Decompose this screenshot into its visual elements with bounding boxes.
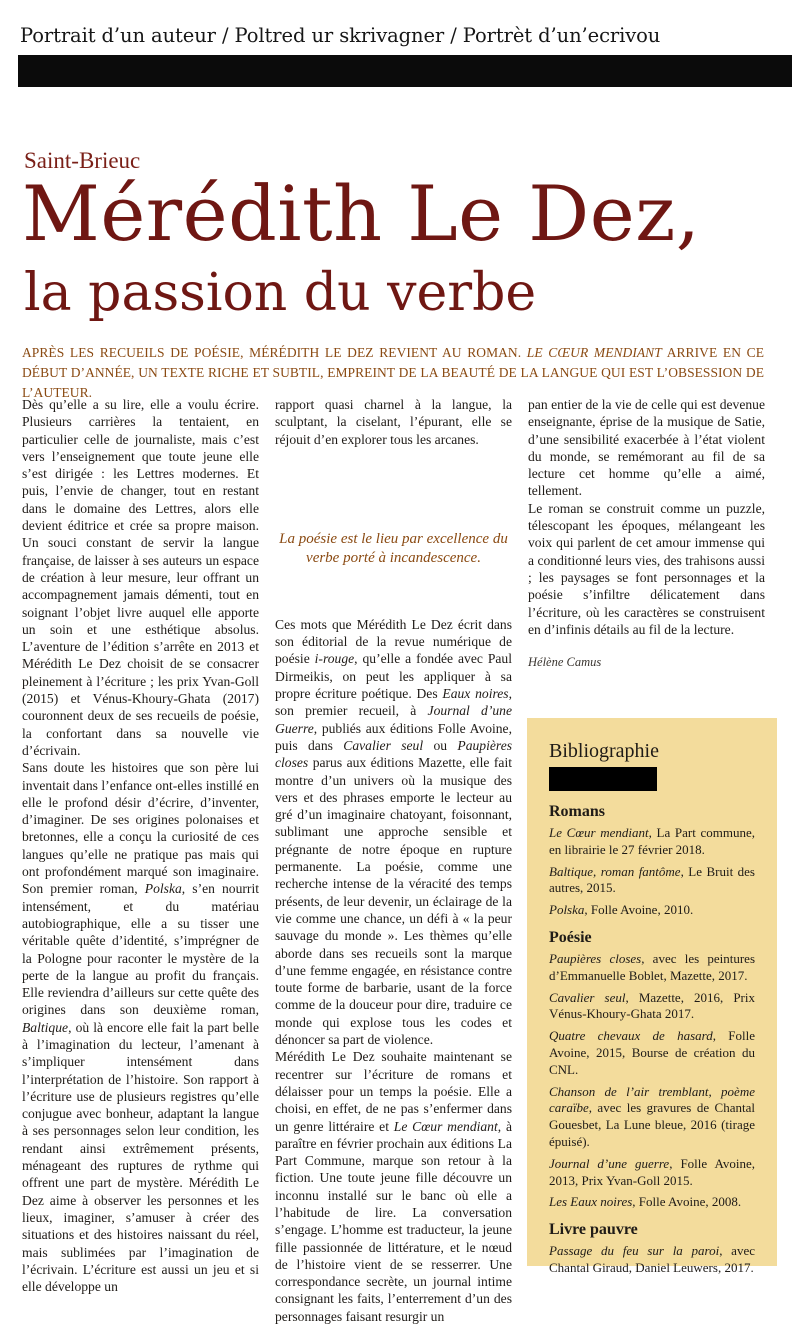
italic-title-run: Cavalier seul (343, 737, 424, 753)
text-run: , qu’elle a fondée avec Paul Dirmeikis, on peut les appliquer à sa propre écriture poétique. Des (275, 651, 512, 702)
bibliography-entry (549, 902, 755, 919)
article-title: Mérédith Le Dez, (22, 169, 701, 258)
paragraph (22, 396, 259, 759)
bibliography-section-heading: Livre pauvre (549, 1221, 638, 1239)
italic-title-run: Le Cœur mendiant (393, 1118, 498, 1134)
bibliography-entry (549, 864, 755, 898)
section-rubric: Portrait d’un auteur / Poltred ur skrivagner / Portrèt d’un’ecrivou (20, 24, 661, 47)
italic-title-run: Quatre chevaux de hasard (549, 1028, 713, 1044)
italic-title-run: Eaux noires (442, 686, 509, 702)
italic-title-run: Baltique (22, 1019, 69, 1035)
bibliography-entry (549, 951, 755, 985)
italic-title-run: Paupières closes (275, 737, 513, 771)
text-run: , Mazette, 2016, Prix Vénus-Khoury-Ghata 2017. (549, 989, 755, 1022)
lede-italic-title: LE CŒUR MENDIANT (526, 345, 662, 360)
text-run: , avec les gravures de Chantal Gouesbet, La Lune bleue, 2016 (tirage épuisé). (549, 1100, 755, 1149)
bibliography-entry (549, 1156, 755, 1190)
bibliography-entry (549, 1084, 755, 1151)
italic-title-run: i-rouge (314, 651, 355, 667)
text-run: Le roman se construit comme un puzzle, télescopant les époques, mélangeant les voix qui parlent de cet amour immense qui a conditionné leurs vies, des trahisons aussi ; les paysages se font personnages et la poésie s’infiltre délicatement dans l’écriture, où les caractères se construisent en d’infinis détails au fil de la lecture. (528, 500, 765, 637)
italic-title-run: Polska (144, 881, 182, 897)
article-column-3 (528, 396, 765, 686)
text-run: , publiés aux éditions Folle Avoine, puis dans (275, 720, 512, 753)
text-run: ou (423, 737, 458, 753)
text-run: , Folle Avoine, 2015, Bourse de création du CNL. (549, 1028, 755, 1077)
italic-title-run: Journal d’une Guerre (275, 703, 513, 736)
italic-title-run: Passage du feu sur la paroi (549, 1243, 720, 1259)
text-run: , son premier recueil, à (275, 686, 512, 719)
italic-title-run: Les Eaux noires (549, 1194, 633, 1210)
text-run: , avec Chantal Giraud, Daniel Leuwers, 2017. (549, 1243, 755, 1275)
paragraph (275, 1048, 512, 1325)
italic-title-run: Chanson de l’air tremblant, poème caraïbe (549, 1083, 755, 1116)
italic-title-run: Baltique, roman fantôme (549, 863, 681, 879)
italic-title-run: Paupières closes (549, 950, 642, 966)
paragraph (275, 396, 512, 448)
article-lede (22, 343, 764, 403)
lede-text: APRÈS LES RECUEILS DE POÉSIE, MÉRÉDITH LE DEZ REVIENT AU ROMAN. (22, 345, 527, 360)
column-2-body-text (275, 616, 512, 1325)
column-2-top-text (275, 396, 512, 448)
text-run: , Folle Avoine, 2010. (584, 902, 694, 918)
article-column-2 (275, 396, 513, 1324)
header-bar (18, 55, 792, 87)
text-run: , où là encore elle fait la part belle à l’imagination du lecteur, l’amenant à s’impliquer intensément dans l’interprétation de l’histoire. Son rapport à l’écriture use de plusieurs registres qu’elle conjugue avec bonheur, adaptant la langue à ses personnages selon leur condition, les rendant ainsi extrêmement présents, ménageant des ruptures de rythme qui offrent une part de mystère. Mérédith Le Dez aime à observer les personnes et les lieux, imaginer, s’amuser à créer des situations et des histoires naissant du réel, mais sublimées par l’imagination de l’écrivain. L’écriture est aussi un jeu et si elle développe un (22, 1019, 259, 1295)
text-run: pan entier de la vie de celle qui est devenue enseignante, éprise de la musique de Satie, d’une sensibilité exacerbée à l’état violent du monde, se remémorant au fil de sa lecture cet homme qu’elle a aimé, tellement. (528, 397, 765, 499)
article-column-1 (22, 396, 259, 1295)
text-run: , Folle Avoine, 2008. (632, 1194, 742, 1210)
lede-text: ARRIVE EN CE DÉBUT D’ANNÉE, UN TEXTE RICHE ET SUBTIL, EMPREINT DE LA BEAUTÉ DE LA LANGUE QUI EST L’OBSESSION DE L’AUTEUR. (22, 345, 764, 400)
text-run: , à paraître en février prochain aux éditions La Part Commune, marque son retour à la fiction. Une toute jeune fille découvre un inconnu installé sur le banc où elle a l’habitude de lire. La conversation s’engage. L’homme est traducteur, la jeune fille passionnée de littérature, et le nœud de l’histoire vient de se resserrer. Une correspondance secrète, un journal intime consignant les faits, l’enterrement d’un des personnages faisant resurgir un (275, 1118, 512, 1324)
paragraph (275, 616, 512, 1048)
bibliography-entry (549, 1194, 755, 1211)
paragraph (22, 759, 259, 1295)
paragraph (528, 500, 765, 638)
italic-title-run: Journal d’une guerre (549, 1155, 670, 1171)
text-run: Sans doute les histoires que son père lui inventait dans l’enfance ont-elles instillé en elle le profond désir d’écrire, d’inventer, d’imaginer. De ses origines polonaises et bretonnes, elle a conçu la curiosité de ces langues qu’elle ne pratique pas mais qui ont profondément marqué son imaginaire. Son premier roman, (22, 760, 259, 897)
text-run: Mérédith Le Dez souhaite maintenant se recentrer sur l’écriture de romans et délaisser pour un temps la poésie. Elle a choisi, en effet, de ne pas s’enfermer dans un genre littéraire et (275, 1049, 512, 1134)
paragraph (528, 396, 765, 500)
italic-title-run: Le Cœur mendiant (549, 825, 649, 840)
italic-title-run: Polska (549, 902, 585, 918)
text-run: , avec les peintures d’Emmanuelle Boblet, Mazette, 2017. (549, 950, 756, 983)
column-3-body-text (528, 396, 765, 638)
text-run: , Folle Avoine, 2013, Prix Yvan-Goll 2015. (549, 1155, 755, 1188)
bibliography-entry (549, 1243, 755, 1277)
italic-title-run: Cavalier seul (549, 989, 626, 1005)
bibliography-entry (549, 990, 755, 1024)
bibliography-entry (549, 1028, 755, 1078)
text-run: , La Part commune, en librairie le 27 février 2018. (549, 825, 755, 857)
bibliography-section-heading: Poésie (549, 928, 592, 946)
bibliography-title: Bibliographie (549, 740, 659, 762)
bibliography-section-heading: Romans (549, 803, 606, 820)
text-run: , s’en nourrit intensément, et du matériau autobiographique, elle a su tisser une véritable quête d’identité, s’imprégner de la Pologne pour raconter le mystère de la perte de la langue au profit du français. Elle reviendra d’ailleurs sur cette quête des origines dans son deuxième roman, (22, 881, 259, 1018)
article-kicker-location: Saint-Brieuc (24, 148, 141, 173)
text-run: rapport quasi charnel à la langue, la sculptant, la ciselant, l’épurant, elle se réjouit d’en explorer tous les arcanes. (275, 397, 512, 447)
bibliography-box (527, 718, 777, 1275)
bibliography-sections (549, 803, 755, 1277)
redaction-bar (549, 767, 657, 791)
bibliography-entry (549, 825, 755, 859)
article-subtitle: la passion du verbe (24, 263, 537, 323)
text-run: Dès qu’elle a su lire, elle a voulu écrire. Plusieurs carrières la tentaient, en particulier celle de journaliste, mais c’est vers l’enseignement que toute jeune elle s’est dirigée : les Lettres modernes. Et puis, l’envie de changer, tout en restant dans le domaine des Lettres, alors elle devient éditrice et crée sa propre maison. Un souci constant de servir la langue française, de laisser à ses auteurs un espace de création à leur mesure, leur offrant un accompagnement jamais démenti, tout en soignant l’objet livre auquel elle apporte un soin et une esthétique absolus. L’aventure de l’édition s’arrête en 2013 et Mérédith Le Dez choisit de se consacrer pleinement à l’écriture ; les prix Yvan-Goll (2015) et Vénus-Khoury-Ghata (2017) couronnent deux de ses recueils de poésie, la confortant dans sa nouvelle vie d’écrivain. (22, 397, 259, 758)
text-run: , Le Bruit des autres, 2015. (549, 863, 755, 896)
text-run: parus aux éditions Mazette, elle fait montre d’un univers où la musique des vers et des phrases emporte le lecteur au gré d’un imaginaire chatoyant, foisonnant, sublimant une approche sensible et prégnante de notre époque en rupture permanente. La poésie, comme une recherche intense de la véracité des temps présents, de leur devenir, un éclairage de la vie comme une chance, un défi à « la peur sauvage du monde ». Les thèmes qu’elle aborde dans ses recueils sont la marque d’une femme engagée, en résistance contre toute forme de barbarie, usant de la force comme de la douceur pour dire, traduire ce monde qui explose tous les codes et dénoncer sa part de violence. (275, 755, 512, 1048)
pull-quote: La poésie est le lieu par excellence du verbe porté à incandescence. (279, 530, 508, 566)
text-run: Ces mots que Mérédith Le Dez écrit dans son éditorial de la revue numérique de poésie (275, 616, 512, 667)
author-signature: Hélène Camus (528, 655, 602, 670)
